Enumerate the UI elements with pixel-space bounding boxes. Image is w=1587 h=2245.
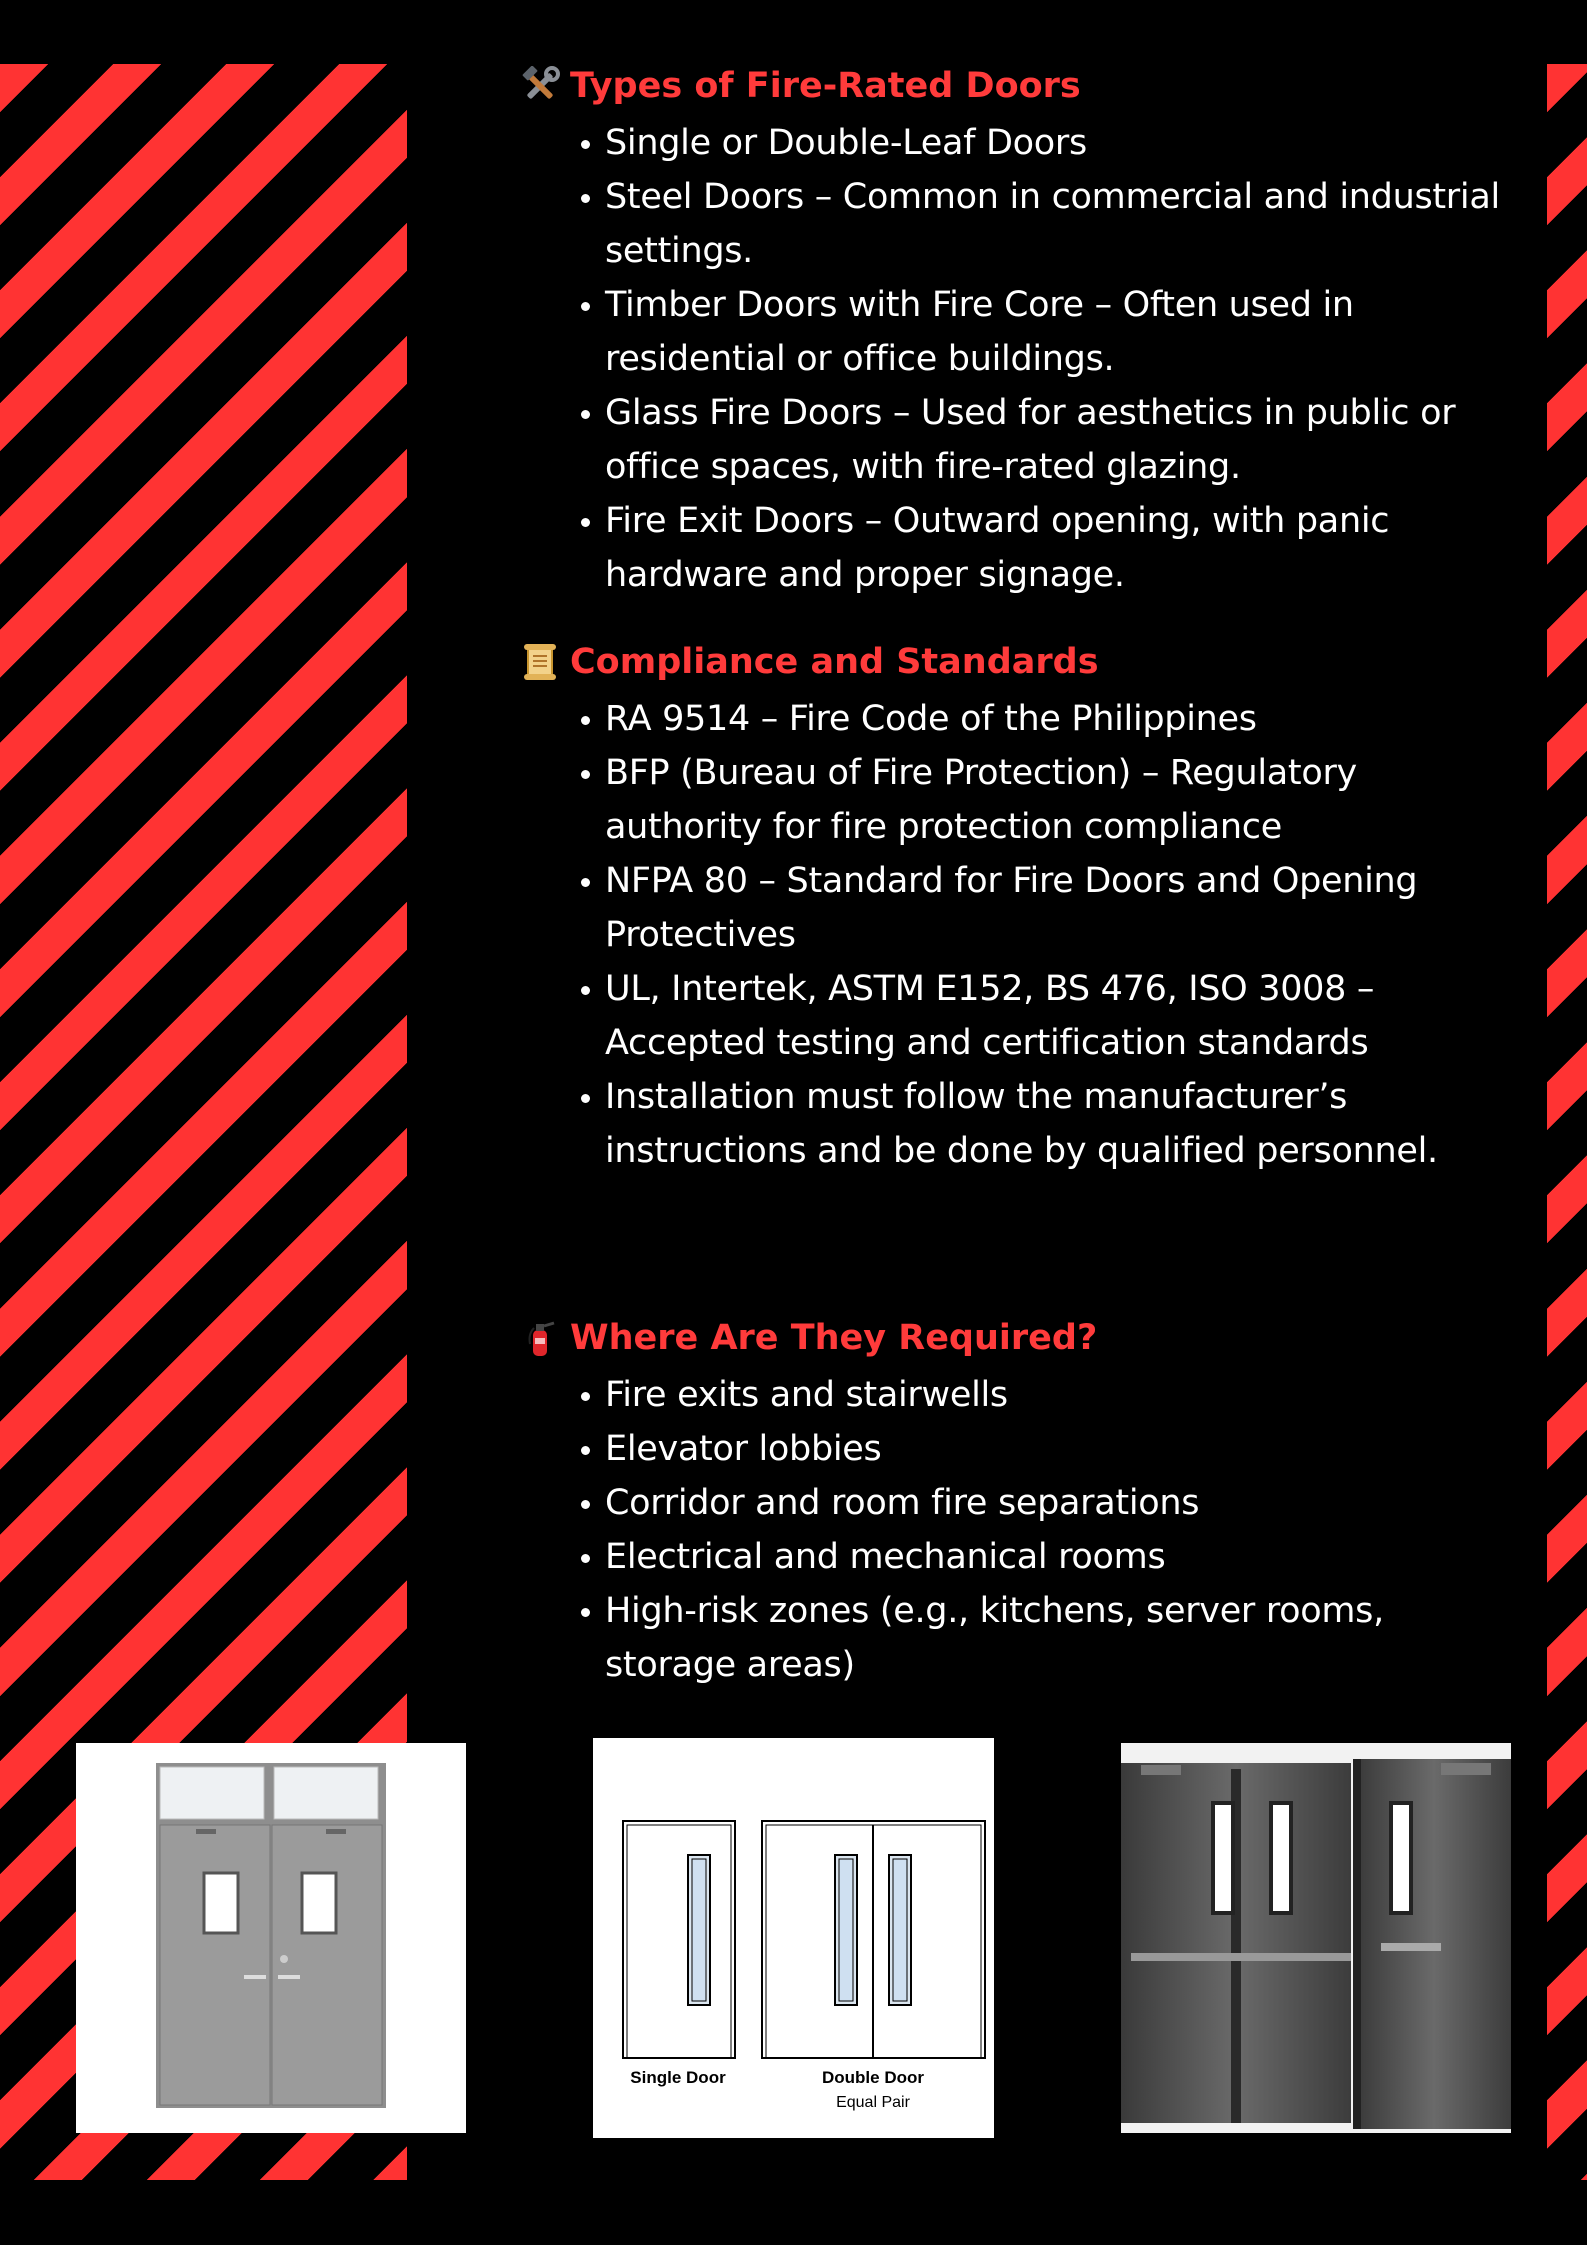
steel-doors-photo (1121, 1743, 1511, 2133)
list-item: UL, Intertek, ASTM E152, BS 476, ISO 3008 – Accepted testing and certification standards (575, 962, 1520, 1070)
equal-pair-caption: Equal Pair (836, 2094, 910, 2111)
list-item: Fire Exit Doors – Outward opening, with panic hardware and proper signage. (575, 494, 1520, 602)
section-heading-compliance (520, 634, 1520, 690)
list-item: Timber Doors with Fire Core – Often used in residential or office buildings. (575, 278, 1520, 386)
list-item: Fire exits and stairwells (575, 1368, 1520, 1422)
hammer-wrench-icon (520, 66, 560, 106)
fire-extinguisher-icon (520, 1318, 560, 1358)
section-title: Types of Fire-Rated Doors (570, 66, 1081, 106)
section-compliance (520, 634, 1520, 1178)
section-required (520, 1310, 1520, 1692)
section-title: Compliance and Standards (570, 642, 1099, 682)
list-item: High-risk zones (e.g., kitchens, server rooms, storage areas) (575, 1584, 1520, 1692)
list-item: BFP (Bureau of Fire Protection) – Regulatory authority for fire protection compliance (575, 746, 1520, 854)
single-door-caption: Single Door (630, 2068, 726, 2087)
list-item: Electrical and mechanical rooms (575, 1530, 1520, 1584)
list-item: NFPA 80 – Standard for Fire Doors and Opening Protectives (575, 854, 1520, 962)
list-item: Elevator lobbies (575, 1422, 1520, 1476)
scroll-icon (520, 642, 560, 682)
list-item: Glass Fire Doors – Used for aesthetics in public or office spaces, with fire-rated glazing. (575, 386, 1520, 494)
list-item: RA 9514 – Fire Code of the Philippines (575, 692, 1520, 746)
double-door-photo (76, 1743, 466, 2133)
list-item: Installation must follow the manufacturer’s instructions and be done by qualified personnel. (575, 1070, 1520, 1178)
section-title: Where Are They Required? (570, 1318, 1098, 1358)
section-heading-required (520, 1310, 1520, 1366)
door-types-diagram (593, 1738, 994, 2138)
bullet-list-required (520, 1368, 1520, 1692)
double-door-caption: Double Door (822, 2068, 924, 2087)
right-stripe-border (1547, 64, 1587, 2180)
list-item: Steel Doors – Common in commercial and industrial settings. (575, 170, 1520, 278)
section-types (520, 58, 1520, 602)
bullet-list-compliance (520, 692, 1520, 1178)
bullet-list-types (520, 116, 1520, 602)
list-item: Corridor and room fire separations (575, 1476, 1520, 1530)
section-heading-types (520, 58, 1520, 114)
list-item: Single or Double-Leaf Doors (575, 116, 1520, 170)
